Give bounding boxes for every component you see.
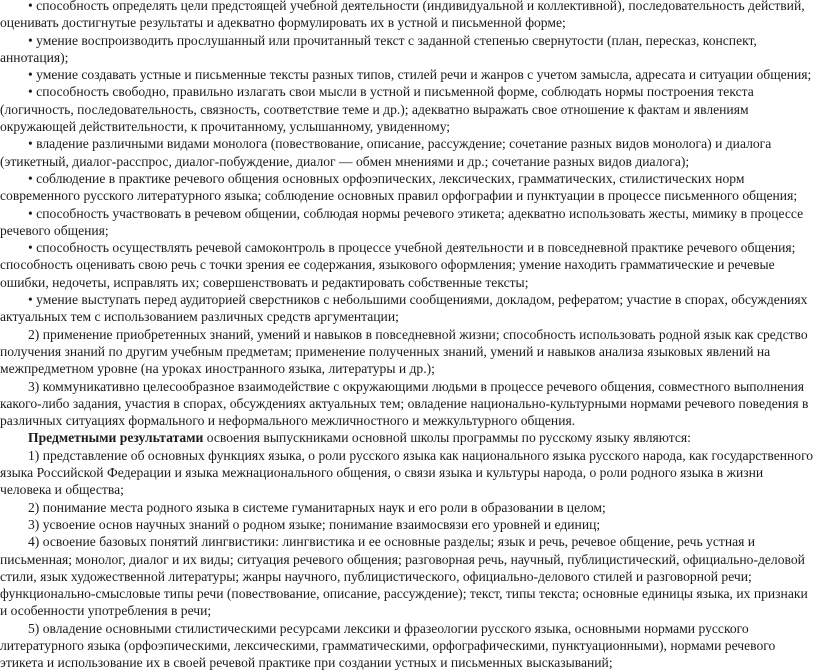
paragraph-text-creation: • умение создавать устные и письменные тексты разных типов, стилей речи и жанров с учетом замысла, адресата и ситуации общения; — [28, 67, 812, 83]
subject-results-heading — [0, 429, 816, 446]
paragraph-expression: • способность свободно, правильно излагать свои мысли в устной и письменной форме, соблюдать нормы построения текста (логичность, последовательность, связность, соответствие теме и др.); адекватно выражать свое отношение к фактам и явлениям окружающей действительности, к прочитанному, услышанному, увиденному; — [0, 84, 754, 135]
paragraph-language-norms: • соблюдение в практике речевого общения основных орфоэпических, лексических, грамматических, стилистических норм современного русского литературного языка; соблюдение основных правил орфографии и пунктуации в процессе письменного общения; — [0, 170, 798, 204]
paragraph-application: 2) применение приобретенных знаний, умений и навыков в повседневной жизни; способность использовать родной язык как средство получения знаний по другим учебным предметам; применение полученных знаний, умений и навыков анализа языковых явлений на межпредметном уровне (на уроках иностранного языка, литературы и др.); — [0, 326, 808, 377]
paragraph-monologue-dialogue: • владение различными видами монолога (повествование, описание, рассуждение; сочетание разных видов монолога) и диалога (этикетный, диалог-расспрос, диалог-побуждение, диалог — обмен мнениями и др.; сочетание разных видов диалога); — [0, 136, 772, 169]
paragraph-scientific-basics: 3) усвоение основ научных знаний о родном языке; понимание взаимосвязи его уровней и единиц; — [28, 516, 601, 532]
paragraph-communication: 3) коммуникативно целесообразное взаимодействие с окружающими людьми в процессе речевого общения, совместного выполнения какого-либо задания, участия в спорах, обсуждениях актуальных тем; овладение национально-культурными нормами речевого поведения в различных ситуациях формального и неформального межличностного и межкультурного общения. — [0, 378, 809, 429]
paragraph-goal-setting: • способность определять цели предстоящей учебной деятельности (индивидуальной и коллективной), последовательность действий, оценивать достигнутые результаты и адекватно формулировать их в устной и письменной форме; — [0, 0, 805, 31]
paragraph-humanities-place: 2) понимание места родного языка в системе гуманитарных наук и его роли в образовании в целом; — [28, 499, 606, 515]
paragraph-public-speaking: • умение выступать перед аудиторией сверстников с небольшими сообщениями, докладом, рефератом; участие в спорах, обсуждениях актуальных тем с использованием различных средств аргументации; — [0, 292, 808, 325]
paragraph-linguistics-concepts: 4) освоение базовых понятий лингвистики: лингвистика и ее основные разделы; язык и речь, речевое общение, речь устная и письменная; монолог, диалог и их виды; ситуация речевого общения; разговорная речь, научный, публицистический, официально-деловой стили, язык художественной литературы; жанры научного, публицистического, официально-делового стилей и разговорной речи; функционально-смысловые типы речи (повествование, описание, рассуждение); текст, типы текста; основные единицы языка, их признаки и особенности употребления в речи; — [0, 534, 808, 619]
paragraph-stylistic-resources: 5) овладение основными стилистическими ресурсами лексики и фразеологии русского языка, основными нормами русского литературного языка (орфоэпическими, лексическими, грамматическими, орфографическими, пунктуационными), нормами речевого этикета и использование их в своей речевой практике при создании устных и письменных высказываний; — [0, 620, 776, 671]
paragraph-speech-etiquette: • способность участвовать в речевом общении, соблюдая нормы речевого этикета; адекватно использовать жесты, мимику в процессе речевого общения; — [0, 205, 804, 238]
paragraph-self-control: • способность осуществлять речевой самоконтроль в процессе учебной деятельности и в повседневной практике речевого общения; способность оценивать свою речь с точки зрения ее содержания, языкового оформления; умение находить грамматические и речевые ошибки, недочеты, исправлять их; совершенствовать и редактировать собственные тексты; — [0, 240, 796, 290]
subject-results-rest: освоения выпускниками основной школы программы по русскому языку являются: — [203, 430, 691, 446]
paragraph-text-reproduction: • умение воспроизводить прослушанный или прочитанный текст с заданной степенью свернутости (план, пересказ, конспект, аннотация); — [0, 32, 757, 65]
subject-results-bold: Предметными результатами — [28, 430, 204, 446]
paragraph-language-functions: 1) представление об основных функциях языка, о роли русского языка как национального языка русского народа, как государственного языка Российской Федерации и языка межнационального общения, о связи языка и культуры народа, о роли родного языка в жизни человека и общества; — [0, 447, 814, 498]
